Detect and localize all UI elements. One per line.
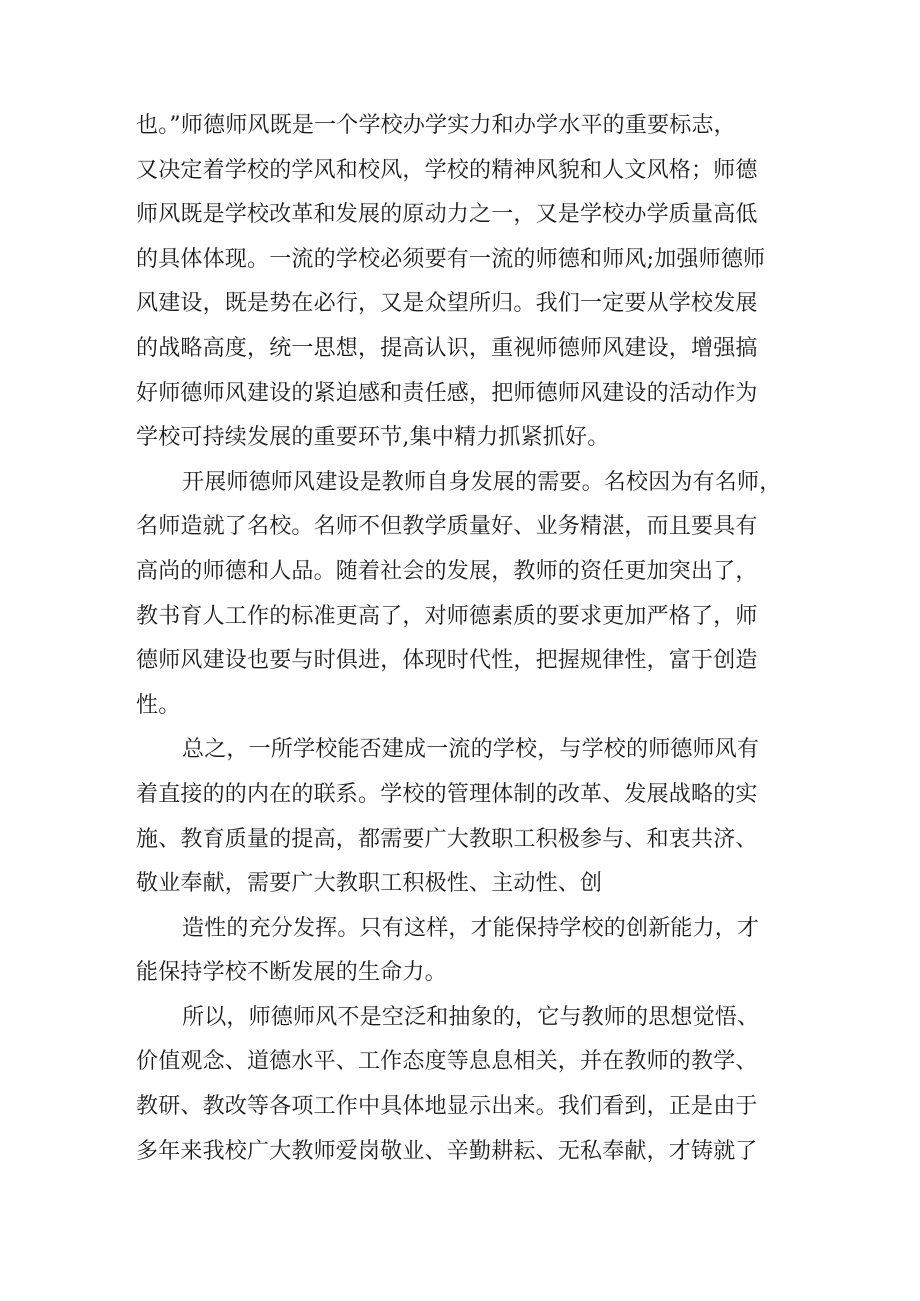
text-line: 价值观念、道德水平、工作态度等息息相关，并在教师的教学、: [136, 1049, 758, 1075]
text-line: 施、教育质量的提高，都需要广大教职工积极参与、和衷共济、: [136, 826, 758, 852]
text-line: 又决定着学校的学风和校风，学校的精神风貌和人文风格；师德: [136, 157, 758, 183]
text-line: 总之，一所学校能否建成一流的学校，与学校的师德师风有: [182, 737, 760, 763]
text-line: 高尚的师德和人品。随着社会的发展，教师的资任更加突出了，: [136, 558, 758, 584]
text-line: 着直接的的内在的联系。学校的管理体制的改革、发展战略的实: [136, 781, 758, 807]
text-line: 风建设，既是势在必行，又是众望所归。我们一定要从学校发展: [136, 291, 758, 317]
text-line: 敬业奉献，需要广大教职工积极性、主动性、创: [136, 871, 603, 897]
text-line: 好师德师风建设的紧迫感和责任感，把师德师风建设的活动作为: [136, 380, 758, 406]
text-line: 造性的充分发挥。只有这样，才能保持学校的创新能力，才: [182, 915, 760, 941]
text-line: 的战略高度，统一思想，提高认识，重视师德师风建设，增强搞: [136, 335, 758, 361]
text-line: 德师风建设也要与时俱进，体现时代性，把握规律性，富于创造: [136, 648, 758, 674]
text-line: 教书育人工作的标准更高了，对师德素质的要求更加严格了，师: [136, 603, 758, 629]
text-line: 名师造就了名校。名师不但教学质量好、业务精湛，而且要具有: [136, 514, 758, 540]
text-line: 也。”师德师风既是一个学校办学实力和办学水平的重要标志，: [136, 113, 736, 138]
text-line: 师风既是学校改革和发展的原动力之一，又是学校办学质量高低: [136, 202, 758, 228]
text-line: 教研、教改等各项工作中具体地显示出来。我们看到，正是由于: [136, 1094, 758, 1120]
text-line: 性。: [136, 692, 181, 718]
text-line: 开展师德师风建设是教师自身发展的需要。名校因为有名师，: [182, 469, 782, 495]
text-line: 所以，师德师风不是空泛和抽象的，它与教师的思想觉悟、: [182, 1004, 760, 1030]
body-text: [136, 104, 800, 1174]
text-line: 学校可持续发展的重要环节,集中精力抓紧抓好。: [136, 425, 610, 451]
text-line: 能保持学校不断发展的生命力。: [136, 960, 447, 986]
text-line: 的具体体现。一流的学校必须要有一流的师德和师风;加强师德师: [136, 246, 766, 272]
text-line: 多年来我校广大教师爱岗敬业、辛勤耕耘、无私奉献，才铸就了: [136, 1138, 758, 1164]
